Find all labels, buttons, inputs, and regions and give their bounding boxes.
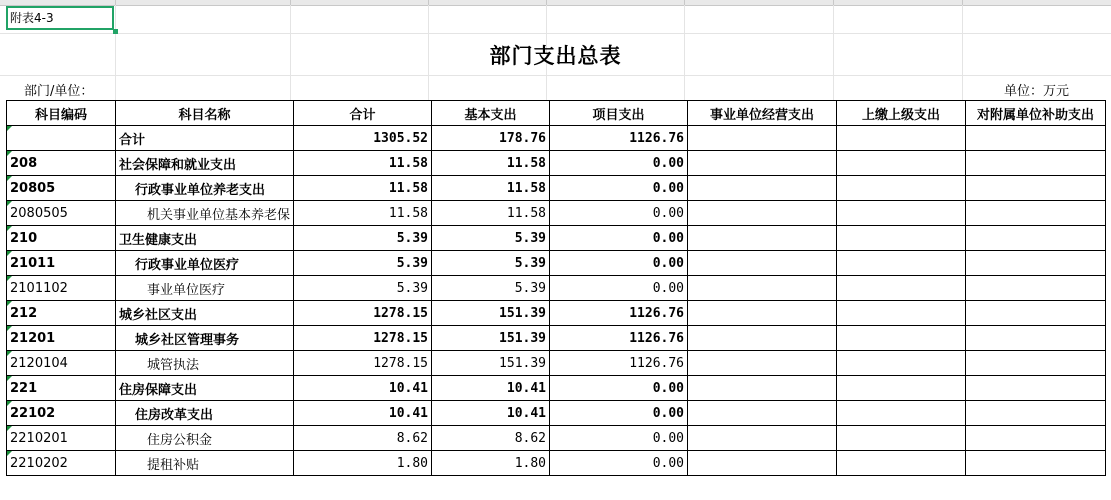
cell-remit-upper[interactable] (837, 176, 966, 201)
cell-basic[interactable]: 11.58 (432, 151, 550, 176)
table-header-row (7, 101, 1106, 126)
code-text: 221 (10, 380, 38, 396)
table-row (7, 376, 1106, 401)
table-row (7, 401, 1106, 426)
fill-handle[interactable] (113, 29, 118, 34)
cell-basic[interactable]: 11.58 (432, 176, 550, 201)
cell-project[interactable]: 1126.76 (550, 351, 688, 376)
cell-name[interactable] (116, 351, 294, 376)
name-text: 行政事业单位养老支出 (135, 182, 266, 198)
cell-subsidy-affiliates[interactable] (966, 176, 1106, 201)
name-text: 提租补贴 (147, 457, 200, 473)
cell-business[interactable] (688, 276, 837, 301)
code-text: 212 (10, 305, 38, 321)
cell-subsidy-affiliates[interactable] (966, 401, 1106, 426)
cell-code[interactable] (7, 351, 116, 376)
cell-remit-upper[interactable] (837, 401, 966, 426)
cell-remit-upper[interactable] (837, 451, 966, 476)
header-project[interactable]: 项目支出 (550, 101, 688, 126)
code-text: 208 (10, 155, 38, 171)
cell-business[interactable] (688, 376, 837, 401)
name-text: 住房改革支出 (135, 407, 214, 423)
cell-code[interactable] (7, 426, 116, 451)
header-business[interactable]: 事业单位经营支出 (688, 101, 837, 126)
cell-name[interactable] (116, 376, 294, 401)
cell-basic[interactable]: 10.41 (432, 401, 550, 426)
cell-project[interactable]: 0.00 (550, 201, 688, 226)
cell-total[interactable]: 10.41 (294, 376, 432, 401)
cell-code[interactable] (7, 326, 116, 351)
table-row (7, 251, 1106, 276)
cell-business[interactable] (688, 451, 837, 476)
cell-business[interactable] (688, 326, 837, 351)
cell-name[interactable] (116, 151, 294, 176)
cell-subsidy-affiliates[interactable] (966, 301, 1106, 326)
code-text: 2120104 (10, 355, 68, 371)
name-text: 机关事业单位基本养老保 (147, 207, 291, 223)
cell-project[interactable]: 0.00 (550, 401, 688, 426)
gridline (0, 33, 1111, 34)
table-row (7, 151, 1106, 176)
column-header-strip (0, 0, 1111, 6)
cell-basic[interactable]: 5.39 (432, 276, 550, 301)
code-text: 22102 (10, 405, 56, 421)
cell-name[interactable] (116, 301, 294, 326)
cell-subsidy-affiliates[interactable] (966, 451, 1106, 476)
name-text: 城管执法 (147, 357, 200, 373)
cell-subsidy-affiliates[interactable] (966, 251, 1106, 276)
cell-total[interactable]: 10.41 (294, 401, 432, 426)
code-text: 2210202 (10, 455, 68, 471)
name-text: 住房公积金 (147, 432, 213, 448)
cell-name[interactable] (116, 176, 294, 201)
table-row (7, 451, 1106, 476)
table-row (7, 201, 1106, 226)
cell-total[interactable]: 1.80 (294, 451, 432, 476)
cell-basic[interactable]: 11.58 (432, 201, 550, 226)
cell-subsidy-affiliates[interactable] (966, 426, 1106, 451)
cell-project[interactable]: 0.00 (550, 151, 688, 176)
cell-remit-upper[interactable] (837, 376, 966, 401)
header-basic[interactable]: 基本支出 (432, 101, 550, 126)
cell-project[interactable]: 0.00 (550, 426, 688, 451)
cell-basic[interactable]: 1.80 (432, 451, 550, 476)
table-row (7, 426, 1106, 451)
cell-total[interactable]: 5.39 (294, 226, 432, 251)
table-row (7, 226, 1106, 251)
cell-code[interactable] (7, 201, 116, 226)
code-text: 2080505 (10, 205, 68, 221)
cell-total[interactable]: 1278.15 (294, 301, 432, 326)
cell-code[interactable] (7, 376, 116, 401)
cell-remit-upper[interactable] (837, 351, 966, 376)
table-row (7, 351, 1106, 376)
name-text: 行政事业单位医疗 (135, 257, 240, 273)
code-text: 20805 (10, 180, 56, 196)
cell-project[interactable]: 0.00 (550, 176, 688, 201)
cell-total[interactable]: 5.39 (294, 276, 432, 301)
cell-name[interactable] (116, 326, 294, 351)
cell-business[interactable] (688, 176, 837, 201)
cell-basic[interactable]: 151.39 (432, 351, 550, 376)
cell-subsidy-affiliates[interactable] (966, 151, 1106, 176)
cell-total[interactable]: 5.39 (294, 251, 432, 276)
unit-label: 单位：万元 (1003, 84, 1069, 99)
cell-subsidy-affiliates[interactable] (966, 201, 1106, 226)
cell-code[interactable] (7, 226, 116, 251)
cell-basic[interactable]: 5.39 (432, 251, 550, 276)
page-title: 部门支出总表 (489, 44, 622, 68)
table-row (7, 301, 1106, 326)
cell-project[interactable]: 1126.76 (550, 326, 688, 351)
cell-business[interactable] (688, 201, 837, 226)
cell-project[interactable]: 0.00 (550, 276, 688, 301)
cell-code[interactable] (7, 176, 116, 201)
cell-code[interactable] (7, 126, 116, 151)
cell-name[interactable] (116, 251, 294, 276)
cell-basic[interactable]: 10.41 (432, 376, 550, 401)
cell-remit-upper[interactable] (837, 226, 966, 251)
cell-total[interactable]: 1278.15 (294, 326, 432, 351)
cell-remit-upper[interactable] (837, 126, 966, 151)
cell-remit-upper[interactable] (837, 151, 966, 176)
cell-project[interactable]: 0.00 (550, 226, 688, 251)
cell-subsidy-affiliates[interactable] (966, 276, 1106, 301)
name-text: 卫生健康支出 (119, 232, 198, 248)
cell-remit-upper[interactable] (837, 301, 966, 326)
code-text: 21011 (10, 255, 56, 271)
header-subsidy-affiliates[interactable]: 对附属单位补助支出 (966, 101, 1106, 126)
cell-project[interactable]: 0.00 (550, 251, 688, 276)
cell-remit-upper[interactable] (837, 251, 966, 276)
cell-remit-upper[interactable] (837, 201, 966, 226)
cell-basic[interactable]: 178.76 (432, 126, 550, 151)
cell-subsidy-affiliates[interactable] (966, 376, 1106, 401)
cell-name[interactable] (116, 451, 294, 476)
cell-remit-upper[interactable] (837, 326, 966, 351)
selected-cell-annex[interactable]: 附表4-3 (6, 6, 114, 30)
cell-code[interactable] (7, 151, 116, 176)
table-row (7, 326, 1106, 351)
cell-business[interactable] (688, 426, 837, 451)
cell-code[interactable] (7, 276, 116, 301)
cell-basic[interactable]: 151.39 (432, 301, 550, 326)
name-text: 社会保障和就业支出 (119, 157, 237, 173)
cell-remit-upper[interactable] (837, 426, 966, 451)
cell-subsidy-affiliates[interactable] (966, 226, 1106, 251)
cell-total[interactable]: 11.58 (294, 151, 432, 176)
cell-name[interactable] (116, 226, 294, 251)
cell-total[interactable]: 1278.15 (294, 351, 432, 376)
dept-label: 部门/单位： (24, 84, 94, 99)
name-text: 城乡社区支出 (119, 307, 198, 323)
cell-total[interactable]: 11.58 (294, 176, 432, 201)
cell-name[interactable] (116, 401, 294, 426)
gridline (0, 75, 1111, 76)
cell-subsidy-affiliates[interactable] (966, 326, 1106, 351)
cell-subsidy-affiliates[interactable] (966, 351, 1106, 376)
header-code[interactable]: 科目编码 (7, 101, 116, 126)
header-name[interactable]: 科目名称 (116, 101, 294, 126)
cell-project[interactable]: 1126.76 (550, 301, 688, 326)
header-remit-upper[interactable]: 上缴上级支出 (837, 101, 966, 126)
cell-remit-upper[interactable] (837, 276, 966, 301)
cell-business[interactable] (688, 126, 837, 151)
cell-total[interactable]: 1305.52 (294, 126, 432, 151)
cell-code[interactable] (7, 401, 116, 426)
code-text: 2101102 (10, 280, 68, 296)
cell-basic[interactable]: 8.62 (432, 426, 550, 451)
name-text: 住房保障支出 (119, 382, 198, 398)
cell-name[interactable] (116, 426, 294, 451)
cell-business[interactable] (688, 251, 837, 276)
cell-code[interactable] (7, 451, 116, 476)
cell-project[interactable]: 0.00 (550, 451, 688, 476)
cell-business[interactable] (688, 301, 837, 326)
name-text: 合计 (119, 132, 146, 148)
header-total[interactable]: 合计 (294, 101, 432, 126)
cell-name[interactable] (116, 276, 294, 301)
expenditure-table (6, 100, 1106, 476)
code-text: 21201 (10, 330, 56, 346)
cell-name[interactable] (116, 126, 294, 151)
cell-subsidy-affiliates[interactable] (966, 126, 1106, 151)
cell-business[interactable] (688, 226, 837, 251)
name-text: 事业单位医疗 (147, 282, 226, 298)
cell-code[interactable] (7, 251, 116, 276)
cell-business[interactable] (688, 351, 837, 376)
cell-business[interactable] (688, 151, 837, 176)
cell-total[interactable]: 11.58 (294, 201, 432, 226)
code-text: 2210201 (10, 430, 68, 446)
code-text: 210 (10, 230, 38, 246)
table-row (7, 126, 1106, 151)
cell-total[interactable]: 8.62 (294, 426, 432, 451)
cell-project[interactable]: 0.00 (550, 376, 688, 401)
cell-name[interactable] (116, 201, 294, 226)
table-row (7, 276, 1106, 301)
cell-project[interactable]: 1126.76 (550, 126, 688, 151)
cell-basic[interactable]: 5.39 (432, 226, 550, 251)
cell-business[interactable] (688, 401, 837, 426)
cell-basic[interactable]: 151.39 (432, 326, 550, 351)
table-row (7, 176, 1106, 201)
cell-code[interactable] (7, 301, 116, 326)
name-text: 城乡社区管理事务 (135, 332, 240, 348)
